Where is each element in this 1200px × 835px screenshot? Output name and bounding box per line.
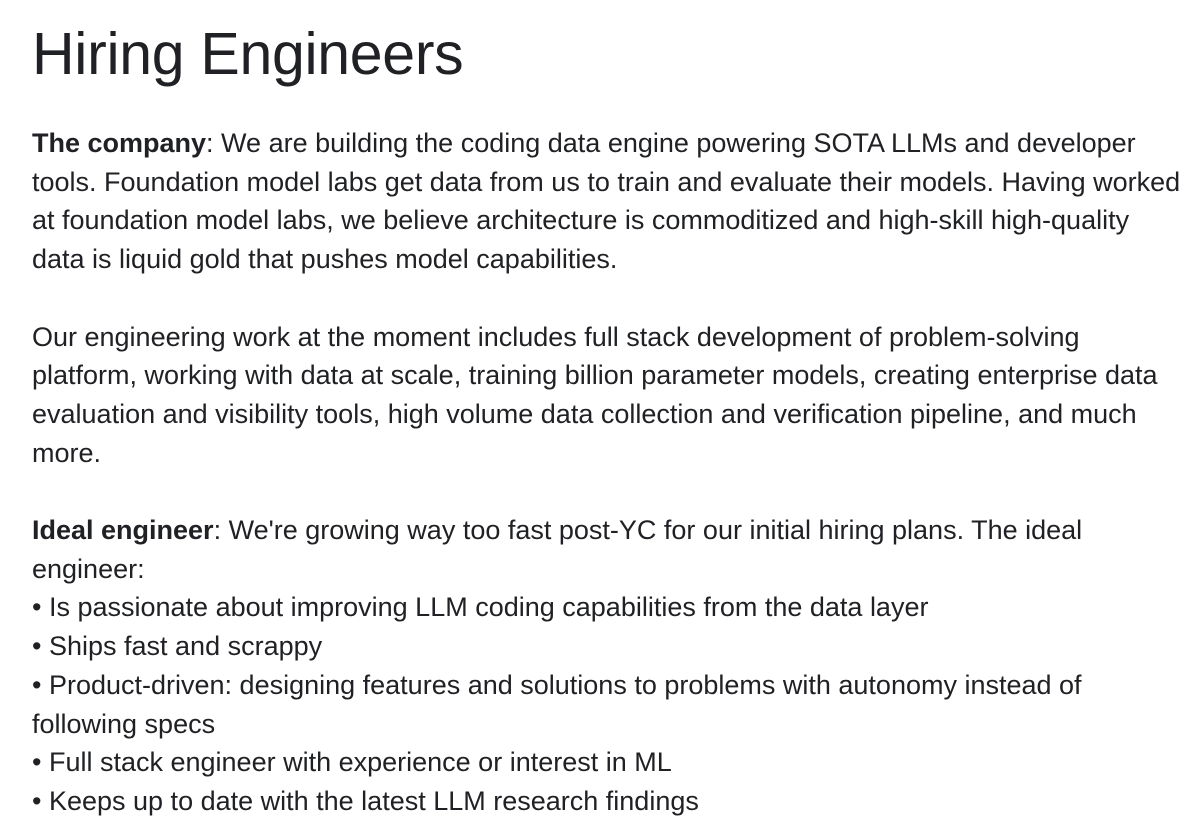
bullet-icon: •: [32, 747, 42, 778]
list-item-text: Full stack engineer with experience or interest in ML: [48, 747, 672, 778]
engineering-work-paragraph: Our engineering work at the moment includes full stack development of problem-solving platform, working with data at scale, training billion parameter models, creating enterprise data evaluation and visibility tools, high volume data collection and verification pipeline, and much more.: [32, 321, 1158, 468]
list-item: [32, 666, 1182, 743]
list-item-text: Ships fast and scrappy: [48, 631, 323, 662]
posting-body: [32, 124, 1182, 821]
ideal-engineer-paragraph: [32, 511, 1182, 588]
ideal-engineer-label: Ideal engineer: [32, 515, 214, 545]
company-label: The company: [32, 128, 207, 158]
bullet-icon: •: [32, 785, 42, 816]
list-item-text: Product-driven: designing features and solutions to problems with autonomy instead of following specs: [32, 669, 1082, 739]
ideal-engineer-text: : We're growing way too fast post-YC for our initial hiring plans. The ideal engineer:: [32, 515, 1083, 584]
list-item-text: Keeps up to date with the latest LLM research findings: [48, 785, 699, 816]
list-item-text: Is passionate about improving LLM coding capabilities from the data layer: [48, 592, 929, 623]
company-paragraph: [32, 124, 1182, 279]
bullet-icon: •: [32, 592, 42, 623]
list-item: [32, 588, 1182, 627]
page-title: Hiring Engineers: [32, 21, 464, 87]
bullet-icon: •: [32, 631, 42, 662]
list-item: [32, 743, 1182, 782]
list-item: [32, 782, 1182, 821]
bullet-icon: •: [32, 669, 42, 700]
ideal-engineer-list: [32, 588, 1182, 820]
list-item: [32, 627, 1182, 666]
company-text: : We are building the coding data engine powering SOTA LLMs and developer tools. Foundation model labs get data from us to train and evaluate their models. Having worked at foundation model labs, we believe architecture is commoditized and high-skill high-quality data is liquid gold that pushes model capabilities.: [32, 128, 1181, 275]
